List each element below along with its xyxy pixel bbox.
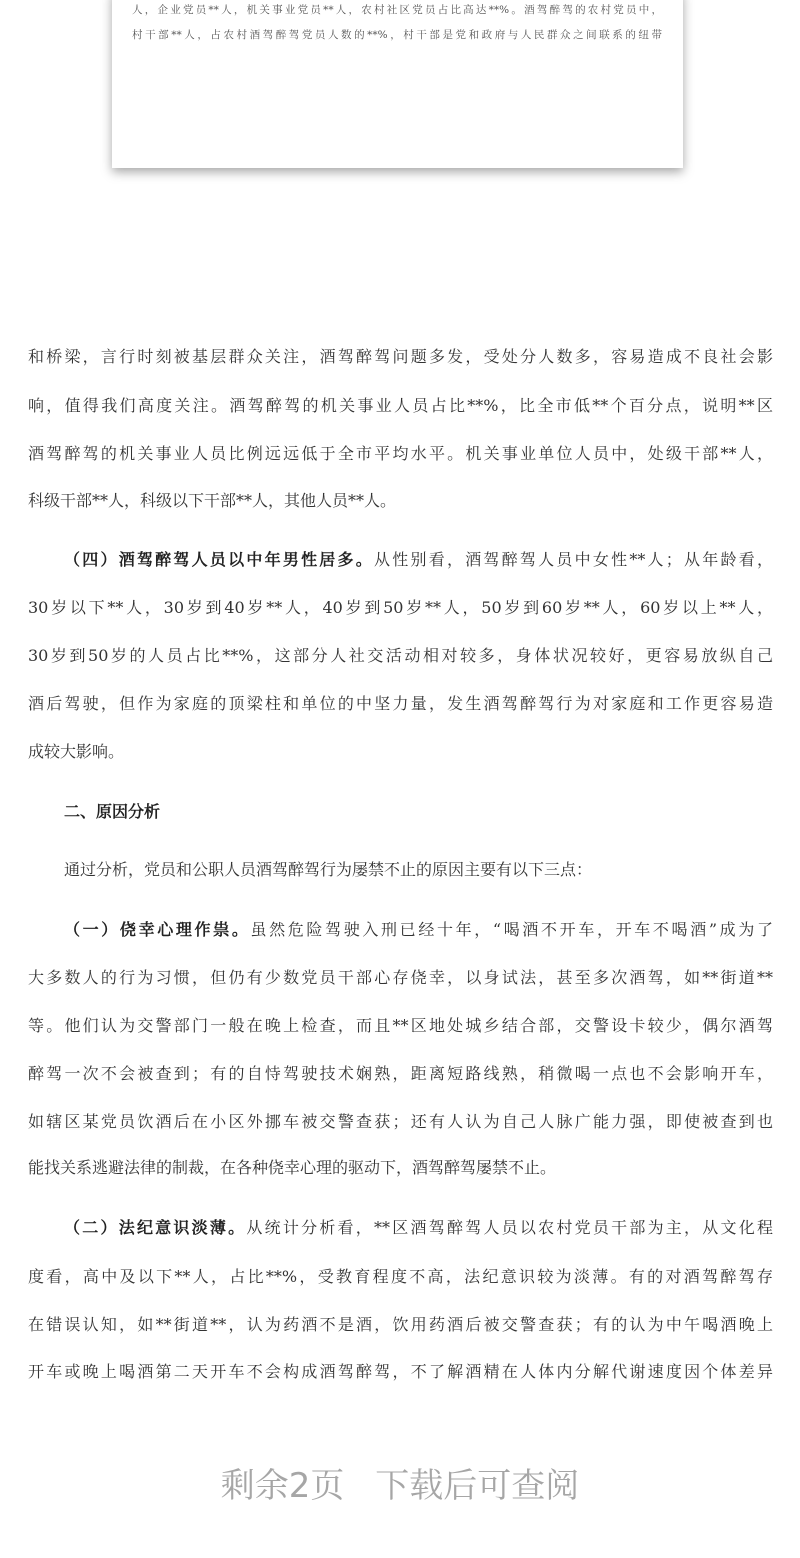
section-title-text: 二、原因分析 bbox=[64, 802, 161, 821]
download-hint: 下载后可查阅 bbox=[375, 1466, 580, 1506]
paragraph-line bbox=[64, 920, 773, 940]
paragraph-line: 成较大影响。 bbox=[28, 742, 125, 761]
paragraph-line: 酒后驾驶，但作为家庭的顶梁柱和单位的中坚力量，发生酒驾醉驾行为对家庭和工作更容易造 bbox=[28, 694, 773, 713]
section-heading: （二）法纪意识淡薄。 bbox=[64, 1218, 247, 1237]
paragraph-line: 酒驾醉驾的机关事业人员比例远远低于全市平均水平。机关事业单位人员中，处级干部**人， bbox=[28, 444, 773, 463]
paragraph-line: 大多数人的行为习惯，但仍有少数党员干部心存侥幸，以身试法，甚至多次酒驾，如**街道** bbox=[28, 968, 773, 987]
paragraph-line: 30岁到50岁的人员占比**%，这部分人社交活动相对较多，身体状况较好，更容易放纵自己 bbox=[28, 646, 773, 665]
preview-page-card bbox=[112, 0, 683, 168]
paragraph-line: 30岁以下**人，30岁到40岁**人，40岁到50岁**人，50岁到60岁**人，60岁以上**人， bbox=[28, 598, 773, 617]
remaining-pages: 剩余2页 bbox=[220, 1466, 345, 1506]
paragraph-line bbox=[64, 550, 773, 570]
paragraph-line: 如辖区某党员饮酒后在小区外挪车被交警查获；还有人认为自己人脉广能力强，即使被查到也 bbox=[28, 1112, 773, 1131]
paragraph-line: 在错误认知，如**街道**，认为药酒不是酒，饮用药酒后被交警查获；有的认为中午喝酒晚上 bbox=[28, 1315, 773, 1334]
section-heading: （一）侥幸心理作祟。 bbox=[64, 920, 251, 939]
paragraph-line: 响，值得我们高度关注。酒驾醉驾的机关事业人员占比**%，比全市低**个百分点，说明**区 bbox=[28, 396, 773, 415]
paragraph-line: 醉驾一次不会被查到；有的自恃驾驶技术娴熟，距离短路线熟，稍微喝一点也不会影响开车， bbox=[28, 1064, 773, 1083]
download-to-read-more[interactable] bbox=[0, 1458, 800, 1507]
paragraph-line: 能找关系逃避法律的制裁，在各种侥幸心理的驱动下，酒驾醉驾屡禁不止。 bbox=[28, 1158, 557, 1177]
paragraph-text: 从性别看，酒驾醉驾人员中女性**人；从年龄看， bbox=[374, 550, 773, 569]
paragraph-text: 从统计分析看，**区酒驾醉驾人员以农村党员干部为主，从文化程 bbox=[246, 1218, 773, 1237]
section-heading: （四）酒驾醉驾人员以中年男性居多。 bbox=[64, 550, 375, 569]
paragraph-line: 科级干部**人，科级以下干部**人，其他人员**人。 bbox=[28, 491, 397, 510]
preview-line: 村干部**人，占农村酒驾醉驾党员人数的**%，村干部是党和政府与人民群众之间联系的纽带 bbox=[132, 29, 662, 41]
paragraph-line: 度看，高中及以下**人，占比**%，受教育程度不高，法纪意识较为淡薄。有的对酒驾醉驾存 bbox=[28, 1267, 773, 1286]
paragraph-line: 和桥梁，言行时刻被基层群众关注，酒驾醉驾问题多发，受处分人数多，容易造成不良社会影 bbox=[28, 347, 773, 366]
paragraph-line: 开车或晚上喝酒第二天开车不会构成酒驾醉驾，不了解酒精在人体内分解代谢速度因个体差异 bbox=[28, 1362, 773, 1381]
paragraph-line: 等。他们认为交警部门一般在晚上检查，而且**区地处城乡结合部，交警设卡较少，偶尔酒驾 bbox=[28, 1016, 773, 1035]
paragraph-text: 虽然危险驾驶入刑已经十年，“喝酒不开车，开车不喝酒”成为了 bbox=[250, 920, 773, 939]
section-title bbox=[64, 802, 773, 822]
paragraph-line bbox=[64, 1218, 773, 1238]
preview-line: 人，企业党员**人，机关事业党员**人，农村社区党员占比高达**%。酒驾醉驾的农村党员中， bbox=[132, 4, 662, 16]
paragraph-line: 通过分析，党员和公职人员酒驾醉驾行为屡禁不止的原因主要有以下三点： bbox=[64, 860, 593, 879]
